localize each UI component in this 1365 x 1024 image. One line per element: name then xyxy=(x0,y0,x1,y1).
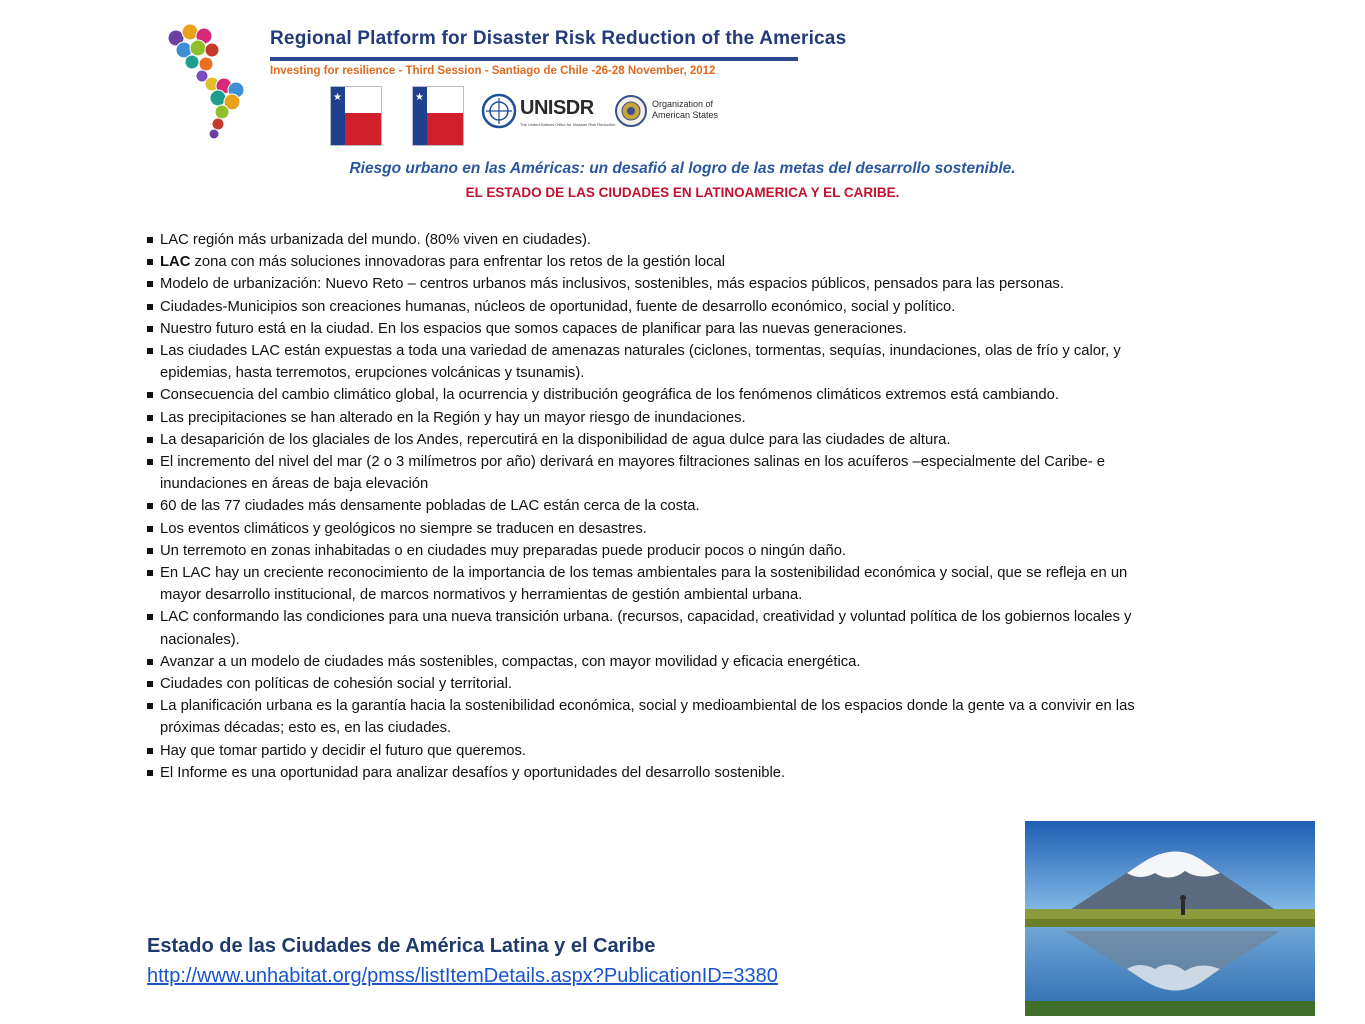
oas-name-line1: Organization of xyxy=(652,99,714,109)
un-emblem-icon xyxy=(480,92,518,130)
oas-logo xyxy=(614,94,764,134)
star-icon: ★ xyxy=(333,92,342,103)
list-item xyxy=(146,251,1161,273)
unisdr-tagline: The United Nations Office for Disaster Risk Reduction xyxy=(520,122,616,127)
list-item-text: Avanzar a un modelo de ciudades más sostenibles, compactas, con mayor movilidad y eficacia energética. xyxy=(160,653,861,670)
list-item xyxy=(146,518,1161,540)
list-item-text: LAC región más urbanizada del mundo. (80% viven en ciudades). xyxy=(160,232,592,248)
document-title: EL ESTADO DE LAS CIUDADES EN LATINOAMERICA Y EL CARIBE. xyxy=(465,185,900,200)
list-item-text: Las ciudades LAC están expuestas a toda una variedad de amenazas naturales (ciclones, tormentas, sequías, inundaciones, olas de frío y calor, y epidemias, hasta terremotos, erupciones volcánicas y tsunamis). xyxy=(160,343,1121,382)
unisdr-name: UNISDR xyxy=(520,97,594,119)
chile-shield-logo-1 xyxy=(330,86,382,146)
list-item-text: Ciudades-Municipios son creaciones humanas, núcleos de oportunidad, fuente de desarrollo económico, social y político. xyxy=(160,298,956,315)
list-item-text: La desaparición de los glaciales de los Andes, repercutirá en la disponibilidad de agua dulce para las ciudades de altura. xyxy=(160,431,951,448)
list-item xyxy=(146,273,1161,295)
report-link[interactable]: http://www.unhabitat.org/pmss/listItemDetails.aspx?PublicationID=3380 xyxy=(147,965,778,987)
list-item-text: Modelo de urbanización: Nuevo Reto – centros urbanos más inclusivos, sostenibles, más espacios públicos, pensados para las personas. xyxy=(160,276,1064,293)
list-item xyxy=(146,296,1161,318)
oas-name xyxy=(652,99,752,121)
list-item xyxy=(146,695,1161,739)
event-banner xyxy=(162,12,847,140)
americas-map-icon xyxy=(162,12,262,140)
banner-title: Regional Platform for Disaster Risk Reduction of the Americas xyxy=(270,28,847,49)
list-item-text: LAC conformando las condiciones para una nueva transición urbana. (recursos, capacidad, creatividad y voluntad política de los gobiernos locales y nacionales). xyxy=(160,609,1132,648)
star-icon: ★ xyxy=(415,92,424,103)
list-item-text: El incremento del nivel del mar (2 o 3 milímetros por año) derivará en mayores filtraciones salinas en los acuíferos –especialmente del Caribe- e inundaciones en áreas de baja elevación xyxy=(160,454,1105,493)
list-item-text: Las precipitaciones se han alterado en la Región y hay un mayor riesgo de inundaciones. xyxy=(160,409,746,426)
list-item xyxy=(146,762,1161,784)
key-points-list xyxy=(146,229,1161,784)
list-item-text: Los eventos climáticos y geológicos no siempre se traducen en desastres. xyxy=(160,520,647,537)
oas-seal-icon xyxy=(614,94,648,128)
unisdr-logo xyxy=(480,92,620,140)
list-item-text: Ciudades con políticas de cohesión social y territorial. xyxy=(160,676,513,693)
list-item-bold-label: LAC xyxy=(160,254,191,271)
list-item xyxy=(146,673,1161,695)
chile-shield-logo-2 xyxy=(412,86,464,146)
banner-subtitle: Investing for resilience - Third Session - Santiago de Chile -26-28 November, 2012 xyxy=(270,65,716,77)
list-item xyxy=(146,740,1161,762)
list-item-text: Hay que tomar partido y decidir el futuro que queremos. xyxy=(160,742,527,759)
report-title: Estado de las Ciudades de América Latina y el Caribe xyxy=(147,935,656,957)
list-item xyxy=(146,384,1161,406)
list-item-text: Nuestro futuro está en la ciudad. En los espacios que somos capaces de planificar para las nuevas generaciones. xyxy=(160,320,907,337)
list-item xyxy=(146,562,1161,606)
list-item xyxy=(146,451,1161,495)
list-item xyxy=(146,429,1161,451)
list-item xyxy=(146,540,1161,562)
list-item-text: Un terremoto en zonas inhabitadas o en ciudades muy preparadas puede producir pocos o ningún daño. xyxy=(160,542,847,559)
list-item xyxy=(146,407,1161,429)
list-item xyxy=(146,318,1161,340)
list-item-text: En LAC hay un creciente reconocimiento de la importancia de los temas ambientales para la sostenibilidad económica y social, que se refleja en un mayor desarrollo institucional, de marcos normativos y herramientas de gestión ambiental urbana. xyxy=(160,565,1128,604)
list-item-text: La planificación urbana es la garantía hacia la sostenibilidad económica, social y medioambiental de los espacios donde la gente va a convivir en las próximas décadas; esto es, en las ciudades. xyxy=(160,698,1135,737)
oas-name-line2: American States xyxy=(652,110,719,120)
list-item xyxy=(146,340,1161,384)
list-item xyxy=(146,606,1161,650)
list-item-text: Consecuencia del cambio climático global, la ocurrencia y distribución geográfica de los fenómenos climáticos extremos está cambiando. xyxy=(160,387,1059,404)
list-item-text: zona con más soluciones innovadoras para enfrentar los retos de la gestión local xyxy=(190,254,726,271)
list-item xyxy=(146,495,1161,517)
list-item-text: El Informe es una oportunidad para analizar desafíos y oportunidades del desarrollo sostenible. xyxy=(160,764,786,781)
list-item xyxy=(146,229,1161,251)
list-item xyxy=(146,651,1161,673)
document-subtitle: Riesgo urbano en las Américas: un desafió al logro de las metas del desarrollo sostenible. xyxy=(349,160,1016,177)
list-item-text: 60 de las 77 ciudades más densamente pobladas de LAC están cerca de la costa. xyxy=(160,498,700,515)
banner-divider xyxy=(270,57,798,61)
snowcapped-volcano-photo xyxy=(1025,821,1315,1016)
